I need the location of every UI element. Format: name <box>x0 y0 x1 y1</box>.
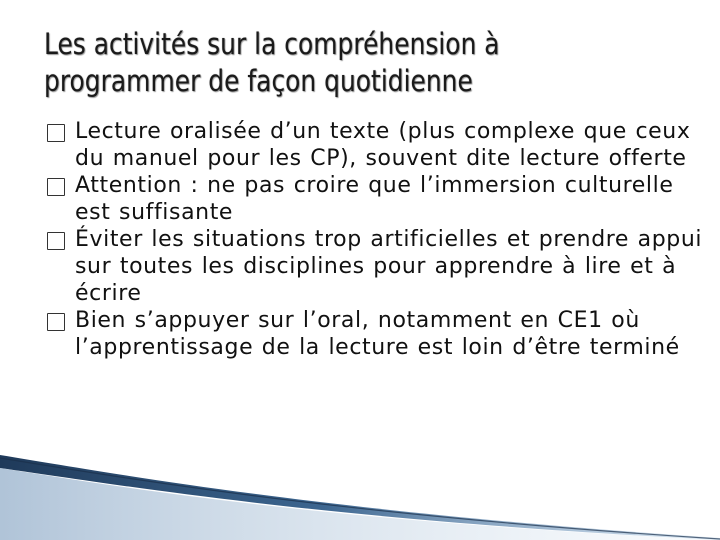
bullet-text: Lecture oralisée d’un texte (plus complexe que ceux du manuel pour les CP), souvent dite lecture offerte <box>75 119 691 171</box>
slide-title-line-2: programmer de façon quotidienne <box>44 64 473 98</box>
square-bullet-icon <box>47 232 65 250</box>
bullet-text: Éviter les situations trop artificielles et prendre appui sur toutes les disciplines pour apprendre à lire et à écrire <box>75 227 703 306</box>
slide-title <box>44 26 594 100</box>
slide-title-line-1: Les activités sur la compréhension à <box>44 27 500 61</box>
decorative-swoosh <box>0 450 720 540</box>
bullet-item-eviter <box>47 226 707 307</box>
bullet-item-oral <box>47 307 707 361</box>
bullet-text: Attention : ne pas croire que l’immersion culturelle est suffisante <box>75 173 674 225</box>
square-bullet-icon <box>47 124 65 142</box>
square-bullet-icon <box>47 178 65 196</box>
square-bullet-icon <box>47 313 65 331</box>
bullet-item-lecture-oralisee <box>47 118 707 172</box>
bullet-item-attention <box>47 172 707 226</box>
bullet-text: Bien s’appuyer sur l’oral, notamment en CE1 où l’apprentissage de la lecture est loin d’être terminé <box>75 308 680 360</box>
bullet-list <box>47 118 707 361</box>
